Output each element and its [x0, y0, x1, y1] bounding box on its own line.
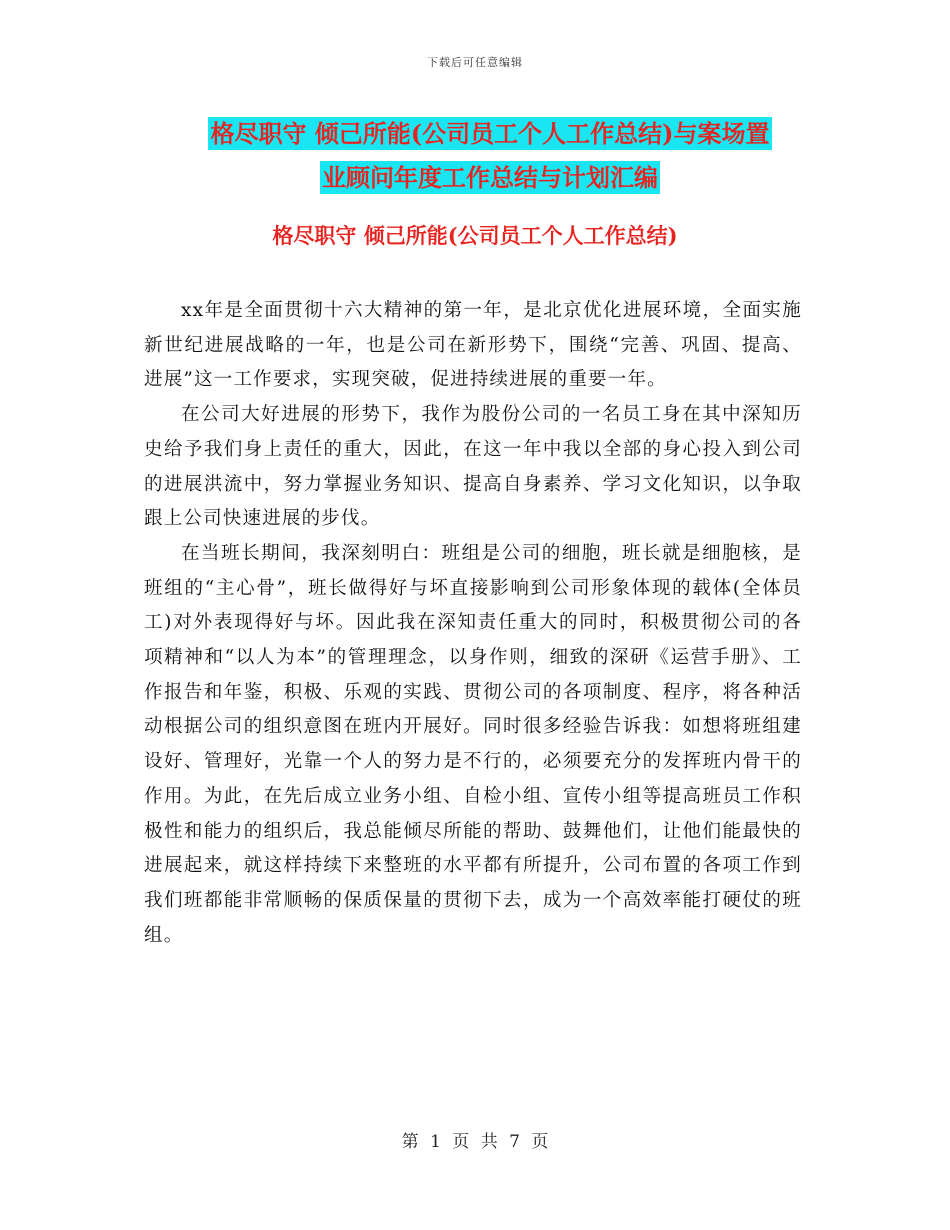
page-header-note: 下载后可任意编辑	[427, 56, 523, 69]
document-title-line-2: 业顾问年度工作总结与计划汇编	[322, 163, 658, 192]
section-heading: 格尽职守 倾己所能(公司员工个人工作总结)	[272, 223, 678, 248]
paragraph-2: 在公司大好进展的形势下，我作为股份公司的一名员工身在其中深知历史给予我们身上责任的重大，因此，在这一年中我以全部的身心投入到公司的进展洪流中，努力掌握业务知识、提高自身素养、学习文化知识，以争取跟上公司快速进展的步伐。	[144, 404, 802, 530]
document-title-line-1: 格尽职守 倾己所能(公司员工个人工作总结)与案场置	[210, 119, 770, 148]
document-title	[140, 112, 840, 200]
paragraph-1: xx年是全面贯彻十六大精神的第一年，是北京优化进展环境，全面实施新世纪进展战略的一年，也是公司在新形势下，围绕“完善、巩固、提高、进展”这一工作要求，实现突破，促进持续进展的重要一年。	[144, 300, 802, 391]
paragraph-3: 在当班长期间，我深刻明白：班组是公司的细胞，班长就是细胞核，是班组的“主心骨”，班长做得好与坏直接影响到公司形象体现的载体(全体员工)对外表现得好与坏。因此我在深知责任重大的同时，积极贯彻公司的各项精神和“以人为本”的管理理念，以身作则，细致的深研《运营手册》、工作报告和年鉴，积极、乐观的实践、贯彻公司的各项制度、程序，将各种活动根据公司的组织意图在班内开展好。同时很多经验告诉我：如想将班组建设好、管理好，光靠一个人的努力是不行的，必须要充分的发挥班内骨干的作用。为此，在先后成立业务小组、自检小组、宣传小组等提高班员工作积极性和能力的组织后，我总能倾尽所能的帮助、鼓舞他们，让他们能最快的进展起来，就这样持续下来整班的水平都有所提升，公司布置的各项工作到我们班都能非常顺畅的保质保量的贯彻下去，成为一个高效率能打硬仗的班组。	[144, 542, 802, 946]
page-number-footer: 第 1 页 共 7 页	[401, 1132, 549, 1152]
body-text	[144, 294, 802, 953]
